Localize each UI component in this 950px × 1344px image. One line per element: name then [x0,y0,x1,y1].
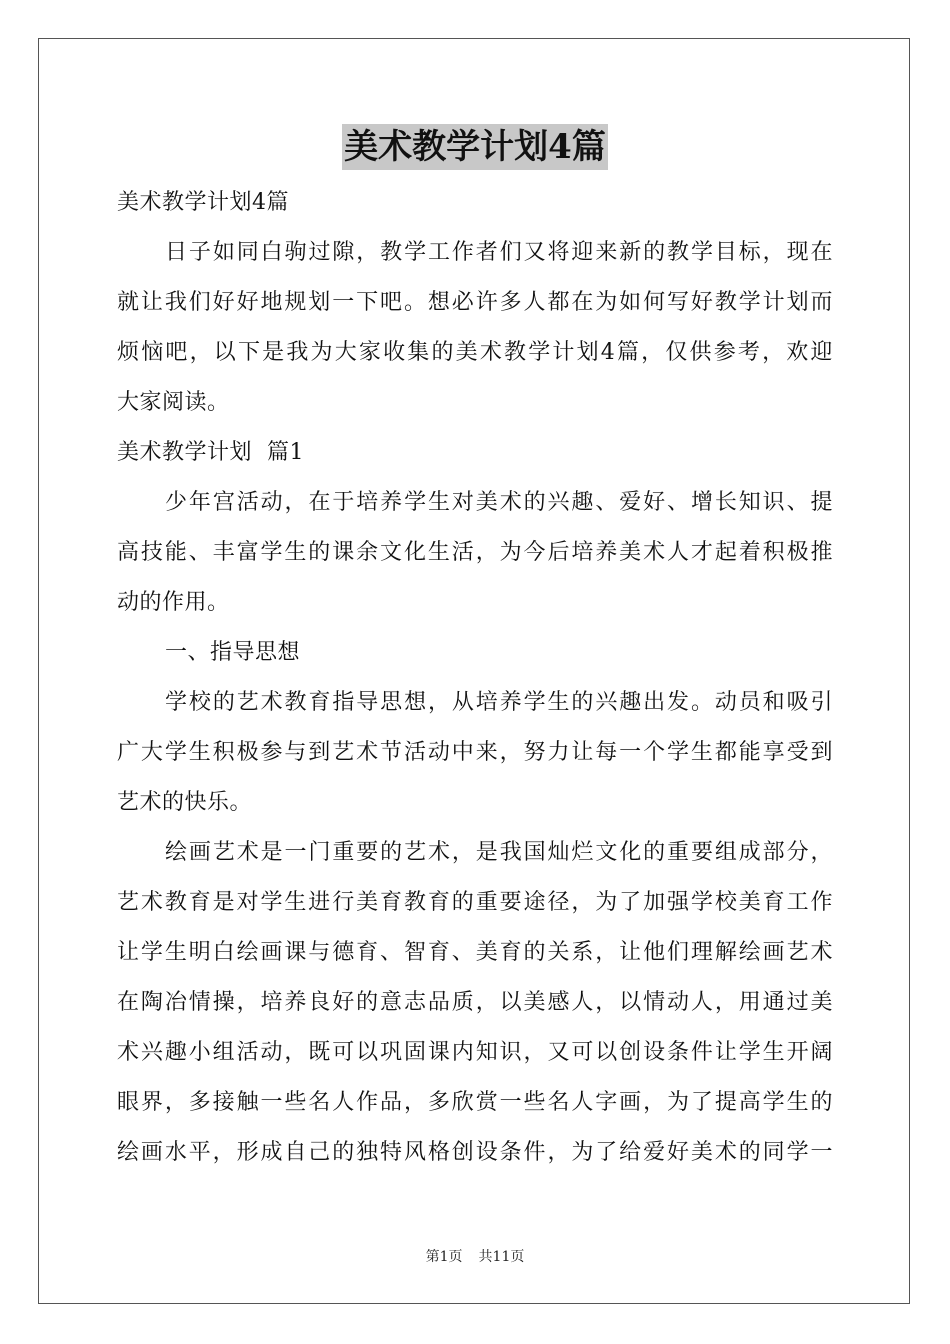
paragraph-line: 日子如同白驹过隙，教学工作者们又将迎来新的教学目标，现在 [165,240,833,265]
paragraph-line: 术兴趣小组活动，既可以巩固课内知识，又可以创设条件让学生开阔 [117,1040,833,1065]
paragraph-line: 学校的艺术教育指导思想，从培养学生的兴趣出发。动员和吸引 [165,690,833,715]
subsection-heading: 一、指导思想 [165,640,301,665]
paragraph-line: 广大学生积极参与到艺术节活动中来，努力让每一个学生都能享受到 [117,740,833,765]
page-footer [0,1246,950,1266]
paragraph-line: 烦恼吧，以下是我为大家收集的美术教学计划4篇，仅供参考，欢迎 [117,340,833,365]
paragraph-line: 绘画水平，形成自己的独特风格创设条件，为了给爱好美术的同学一 [117,1140,833,1165]
paragraph-line: 眼界，多接触一些名人作品，多欣赏一些名人字画，为了提高学生的 [117,1090,833,1115]
document-body [117,178,833,1178]
title-container [0,124,950,170]
paragraph-line: 动的作用。 [117,590,230,615]
section-heading: 美术教学计划 篇1 [117,440,304,465]
page-number: 第1页 [425,1249,463,1265]
paragraph-line: 就让我们好好地规划一下吧。想必许多人都在为如何写好教学计划而 [117,290,833,315]
paragraph-line: 艺术教育是对学生进行美育教育的重要途径，为了加强学校美育工作 [117,890,833,915]
document-title: 美术教学计划4篇 [342,124,608,170]
paragraph-line: 让学生明白绘画课与德育、智育、美育的关系，让他们理解绘画艺术 [117,940,833,965]
paragraph-line: 绘画艺术是一门重要的艺术，是我国灿烂文化的重要组成部分， [165,840,833,865]
paragraph-line: 在陶冶情操，培养良好的意志品质，以美感人，以情动人，用通过美 [117,990,833,1015]
paragraph-line: 高技能、丰富学生的课余文化生活，为今后培养美术人才起着积极推 [117,540,833,565]
page-total: 共11页 [478,1249,525,1265]
paragraph-line: 少年宫活动，在于培养学生对美术的兴趣、爱好、增长知识、提 [165,490,833,515]
paragraph-line: 大家阅读。 [117,390,230,415]
paragraph-line: 艺术的快乐。 [117,790,253,815]
subtitle-line: 美术教学计划4篇 [117,190,289,215]
